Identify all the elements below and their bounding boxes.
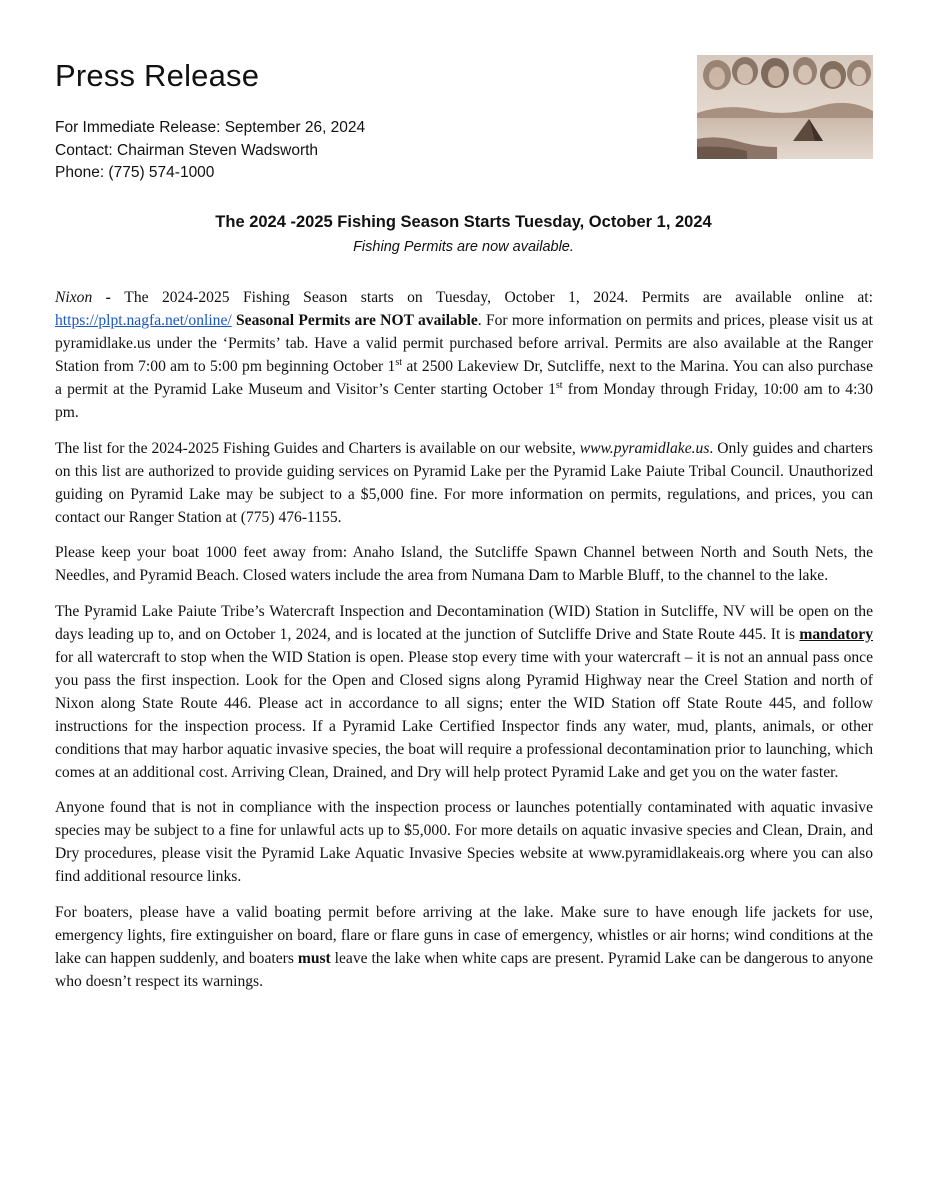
headline: The 2024 -2025 Fishing Season Starts Tuesday, October 1, 2024 [215,213,712,231]
subheadline: Fishing Permits are now available. [353,239,574,255]
paragraph-text: . For more information on permits and prices, please visit us at pyramidlake.us under the ‘Permits’ tab. Have a valid permit purchased before arrival. Permits are also available at the Ranger Station from 7:00 am to 5:00 pm beginning October 1 [55,312,874,375]
ordinal-suffix: st [395,356,403,368]
paragraph-text: leave the lake when white caps are present. Pyramid Lake can be dangerous to anyone who doesn’t respect its warnings. [55,949,873,990]
paragraph-text: at 2500 Lakeview Dr, Sutcliffe, next to the Marina. You can also purchase a permit at the Pyramid Lake Museum and Visitor’s Center starting October 1 [55,358,873,398]
contact-info: Contact: Chairman Steven Wadsworth [55,141,319,159]
article-body [55,286,873,1005]
paragraph-closed-waters: Please keep your boat 1000 feet away from: Anaho Island, the Sutcliffe Spawn Channel between North and South Nets, the Needles, and Pyramid Beach. Closed waters include the area from Numana Dam to Marble Bluff, to the channel to the lake. [55,544,873,584]
permits-online-link[interactable]: https://plpt.nagfa.net/online/ [55,312,232,329]
ordinal-suffix: st [555,379,563,391]
paragraph-text: For boaters, please have a valid boating permit before arriving at the lake. Make sure to have enough life jackets for use, emergency lights, fire extinguisher on board, flare or flare guns in case of emergency, whistles or air horns; wind conditions at the lake can happen suddenly, and boaters [55,903,873,967]
release-date: For Immediate Release: September 26, 2024 [55,119,366,136]
paragraph-text: . Only guides and charters on this list are authorized to provide guiding services on Pyramid Lake per the Pyramid Lake Paiute Tribal Council. Unauthorized guiding on Pyramid Lake may be subject to a $5,000 fine. For more information on permits, regulations, and prices, you can contact our Ranger Station at (775) 476-1155. [55,439,873,526]
paragraph-text: from Monday through Friday, 10:00 am to 4:30 pm. [55,381,873,421]
paragraph-wid-station [55,600,873,784]
paragraph-text: The 2024-2025 Fishing Season starts on Tuesday, October 1, 2024. Permits are available online at: [124,289,873,306]
paragraph-text: The list for the 2024-2025 Fishing Guides and Charters is available on our website, [55,439,580,457]
paragraph-guides [55,437,873,529]
phone-info: Phone: (775) 574-1000 [55,164,215,181]
dateline-place: Nixon [55,289,93,306]
must-emphasis: must [297,949,331,967]
page-title: Press Release [55,58,260,93]
website-reference: www.pyramidlake.us [579,439,710,457]
release-meta [55,117,365,185]
pyramid-lake-sepia-photo [697,55,873,159]
paragraph-text: for all watercraft to stop when the WID Station is open. Please stop every time with your watercraft – it is not an annual pass once you pass the first inspection. Look for the Open and Closed signs along Pyramid Highway near the Creel Station and north of Nixon along State Route 446. Please act in accordance to all signs; enter the WID Station off State Route 445, and follow instructions for the inspection process. If a Pyramid Lake Certified Inspector finds any water, mud, plants, animals, or other conditions that may harbor aquatic invasive species, the boat will require a professional decontamination prior to launching, which comes at an additional cost. Arriving Clean, Drained, and Dry will help protect Pyramid Lake and get you on the water faster. [55,648,873,781]
paragraph-boater-safety [55,901,873,993]
paragraph-text: The Pyramid Lake Paiute Tribe’s Watercraft Inspection and Decontamination (WID) Station in Sutcliffe, NV will be open on the days leading up to, and on October 1, 2024, and is located at the junction of Sutcliffe Drive and State Route 445. It is [55,602,873,643]
mandatory-emphasis: mandatory [799,625,873,643]
seasonal-permits-note: Seasonal Permits are NOT available [235,312,478,329]
paragraph-compliance: Anyone found that is not in compliance with the inspection process or launches potentially contaminated with aquatic invasive species may be subject to a fine for unlawful acts up to $5,000. For more details on aquatic invasive species and Clean, Drain, and Dry procedures, please visit the Pyramid Lake Aquatic Invasive Species website at www.pyramidlakeais.org where you can also find additional resource links. [55,799,873,885]
dateline-dash: - [92,289,125,306]
paragraph-permits [55,286,873,424]
